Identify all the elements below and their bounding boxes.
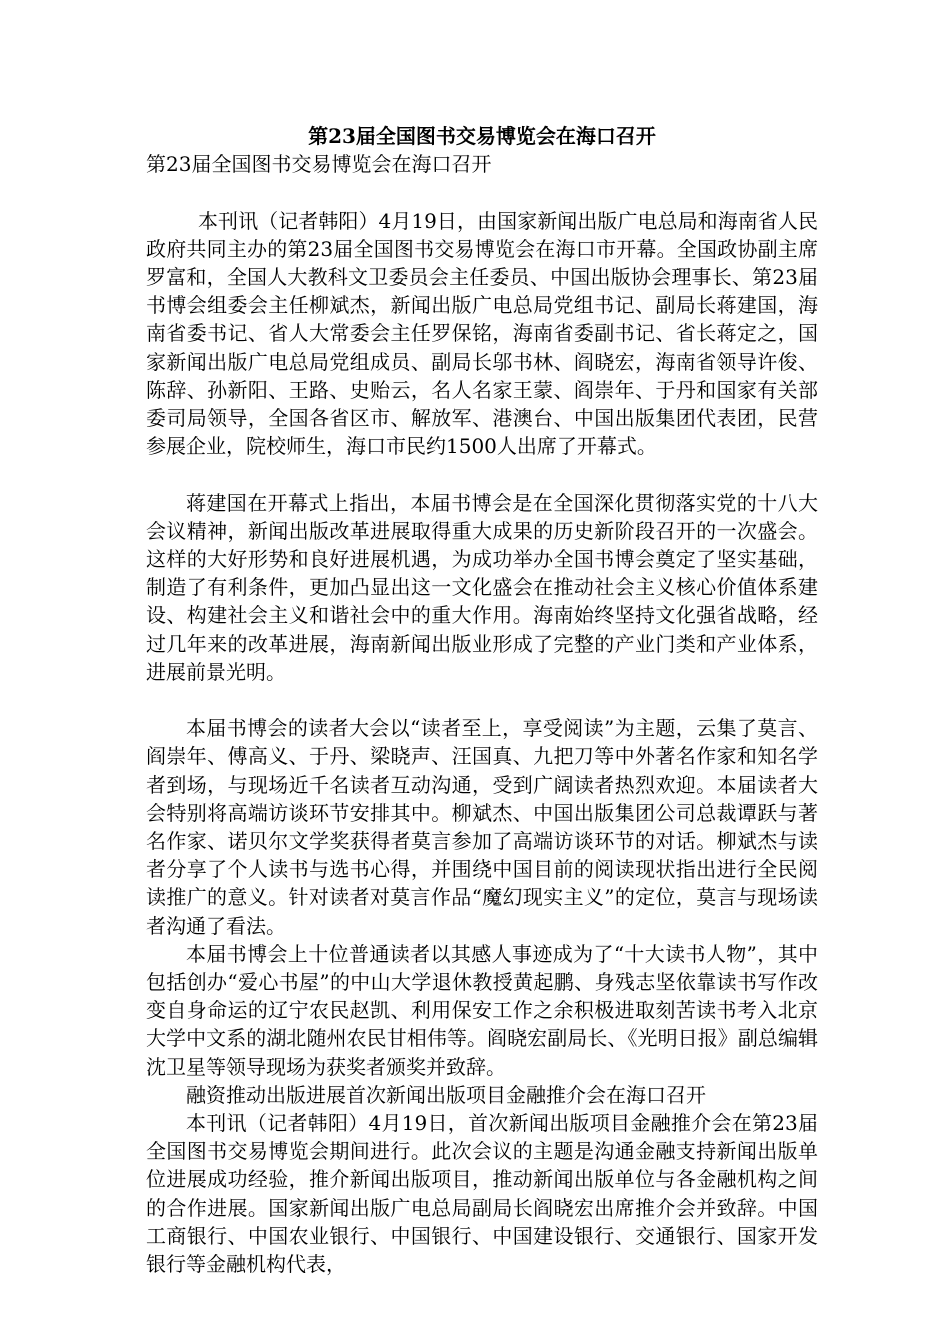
document-subtitle: 第23届全国图书交易博览会在海口召开 [146, 152, 492, 177]
paragraph-opening-report: 本刊讯（记者韩阳）4月19日，由国家新闻出版广电总局和海南省人民政府共同主办的第23届全国图书交易博览会在海口市开幕。全国政协副主席罗富和，全国人大教科文卫委员会主任委员、中国出版协会理事长、第23届书博会组委会主任柳斌杰，新闻出版广电总局党组书记、副局长蒋建国，海南省委书记、省人大常委会主任罗保铭，海南省委副书记、省长蒋定之，国家新闻出版广电总局党组成员、副局长邬书林、阎晓宏，海南省领导许俊、陈辞、孙新阳、王路、史贻云，名人名家王蒙、阎崇年、于丹和国家有关部委司局领导，全国各省区市、解放军、港澳台、中国出版集团代表团，民营参展企业，院校师生，海口市民约1500人出席了开幕式。 [146, 208, 818, 459]
document-title: 第23届全国图书交易博览会在海口召开 [308, 124, 656, 148]
paragraph-ten-reading-figures: 本届书博会上十位普通读者以其感人事迹成为了“十大读书人物”，其中包括创办“爱心书屋”的中山大学退休教授黄起鹏、身残志坚依靠读书写作改变自身命运的辽宁农民赵凯、利用保安工作之余积极进取刻苦读书考入北京大学中文系的湖北随州农民甘相伟等。阎晓宏副局长、《光明日报》副总编辑沈卫星等领导现场为获奖者颁奖并致辞。 [146, 941, 818, 1079]
paragraph-readers-conference: 本届书博会的读者大会以“读者至上，享受阅读”为主题，云集了莫言、阎崇年、傅高义、于丹、梁晓声、汪国真、九把刀等中外著名作家和知名学者到场，与现场近千名读者互动沟通，受到广阔读者热烈欢迎。本届读者大会特别将高端访谈环节安排其中。柳斌杰、中国出版集团公司总裁谭跃与著名作家、诺贝尔文学奖获得者莫言参加了高端访谈环节的对话。柳斌杰与读者分享了个人读书与选书心得，并围绕中国目前的阅读现状指出进行全民阅读推广的意义。针对读者对莫言作品“魔幻现实主义”的定位，莫言与现场读者沟通了看法。 [146, 716, 818, 938]
document-body [146, 122, 818, 1278]
paragraph-gap [146, 178, 818, 206]
paragraph-finance-forum-report: 本刊讯（记者韩阳）4月19日，首次新闻出版项目金融推介会在第23届全国图书交易博览会期间进行。此次会议的主题是沟通金融支持新闻出版单位进展成功经验，推介新闻出版项目，推动新闻出版单位与各金融机构之间的合作进展。国家新闻出版广电总局副局长阎晓宏出席推介会并致辞。中国工商银行、中国农业银行、中国银行、中国建设银行、交通银行、国家开发银行等金融机构代表， [146, 1111, 818, 1277]
paragraph-gap [146, 686, 818, 714]
section-heading-finance-forum: 融资推动出版进展首次新闻出版项目金融推介会在海口召开 [186, 1082, 706, 1107]
paragraph-gap [146, 460, 818, 488]
paragraph-jiang-jianguo-speech: 蒋建国在开幕式上指出，本届书博会是在全国深化贯彻落实党的十八大会议精神，新闻出版改革进展取得重大成果的历史新阶段召开的一次盛会。这样的大好形势和良好进展机遇，为成功举办全国书博会奠定了坚实基础，制造了有利条件，更加凸显出这一文化盛会在推动社会主义核心价值体系建设、构建社会主义和谐社会中的重大作用。海南始终坚持文化强省战略，经过几年来的改革进展，海南新闻出版业形成了完整的产业门类和产业体系，进展前景光明。 [146, 490, 818, 684]
